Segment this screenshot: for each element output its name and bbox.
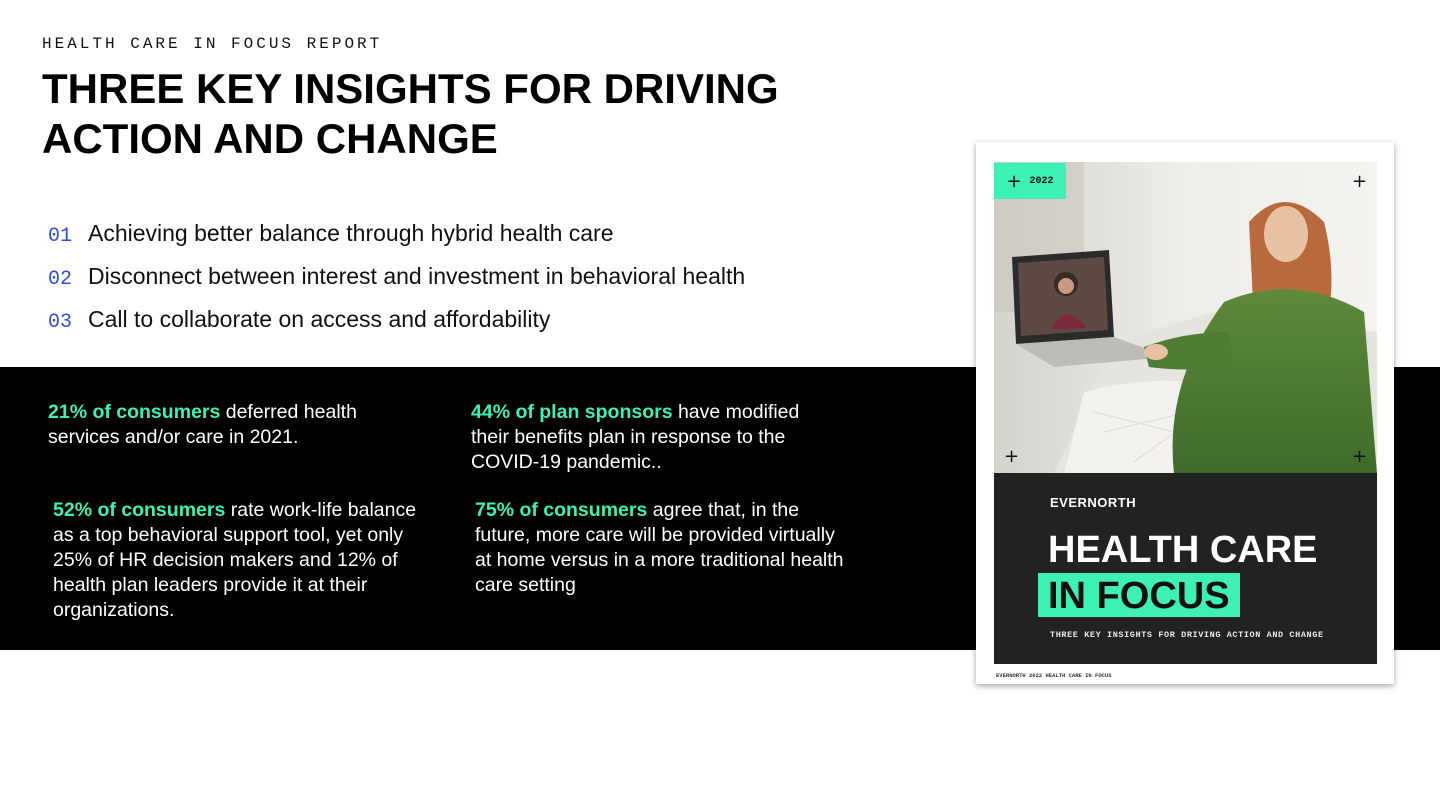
insights-list xyxy=(48,220,745,349)
stat-text: agree that, in the future, more care will be provided virtually at home versus in a more traditional health care setting xyxy=(475,499,844,596)
eyebrow-label: HEALTH CARE IN FOCUS REPORT xyxy=(42,35,383,53)
cover-dark-panel xyxy=(994,473,1377,664)
insight-text: Call to collaborate on access and affordability xyxy=(88,306,551,332)
plus-icon: + xyxy=(1006,170,1022,192)
stat-text: rate work-life balance as a top behavioral support tool, yet only 25% of HR decision makers and 12% of health plan leaders provide it at their organizations. xyxy=(53,499,417,621)
stat-block xyxy=(53,498,423,623)
plus-icon: + xyxy=(1352,171,1368,192)
cover-photo xyxy=(994,162,1377,474)
stat-block xyxy=(48,400,418,450)
insight-number: 02 xyxy=(48,268,73,291)
insight-item xyxy=(48,220,745,263)
insight-number: 01 xyxy=(48,225,73,248)
stat-highlight: 52% of consumers xyxy=(53,499,226,521)
cover-title-line1: HEALTH CARE xyxy=(1048,529,1318,571)
cover-footer: EVERNORTH 2022 HEALTH CARE IN FOCUS xyxy=(996,672,1112,679)
cover-photo-illustration xyxy=(994,162,1377,474)
year-badge xyxy=(994,163,1066,199)
stat-block xyxy=(475,498,845,598)
stat-text: have modified their benefits plan in response to the COVID-19 pandemic.. xyxy=(471,401,800,473)
report-cover xyxy=(976,142,1394,684)
plus-icon: + xyxy=(1352,446,1368,467)
year-label: 2022 xyxy=(1029,175,1054,187)
stat-highlight: 75% of consumers xyxy=(475,499,648,521)
stat-highlight: 44% of plan sponsors xyxy=(471,401,673,423)
insight-number: 03 xyxy=(48,311,73,334)
stat-highlight: 21% of consumers xyxy=(48,401,221,423)
insight-item xyxy=(48,306,745,349)
insight-text: Disconnect between interest and investment in behavioral health xyxy=(88,263,746,289)
stat-text: deferred health services and/or care in 2021. xyxy=(48,401,357,448)
brand-logo: EVERNORTH xyxy=(1050,495,1137,510)
cover-subtitle: THREE KEY INSIGHTS FOR DRIVING ACTION AND CHANGE xyxy=(1050,630,1324,640)
plus-icon: + xyxy=(1004,446,1020,467)
stat-block xyxy=(471,400,841,475)
insight-item xyxy=(48,263,745,306)
page-title: THREE KEY INSIGHTS FOR DRIVING ACTION AND CHANGE xyxy=(42,65,779,162)
cover-title-line2: IN FOCUS xyxy=(1038,573,1240,617)
insight-text: Achieving better balance through hybrid health care xyxy=(88,220,614,246)
